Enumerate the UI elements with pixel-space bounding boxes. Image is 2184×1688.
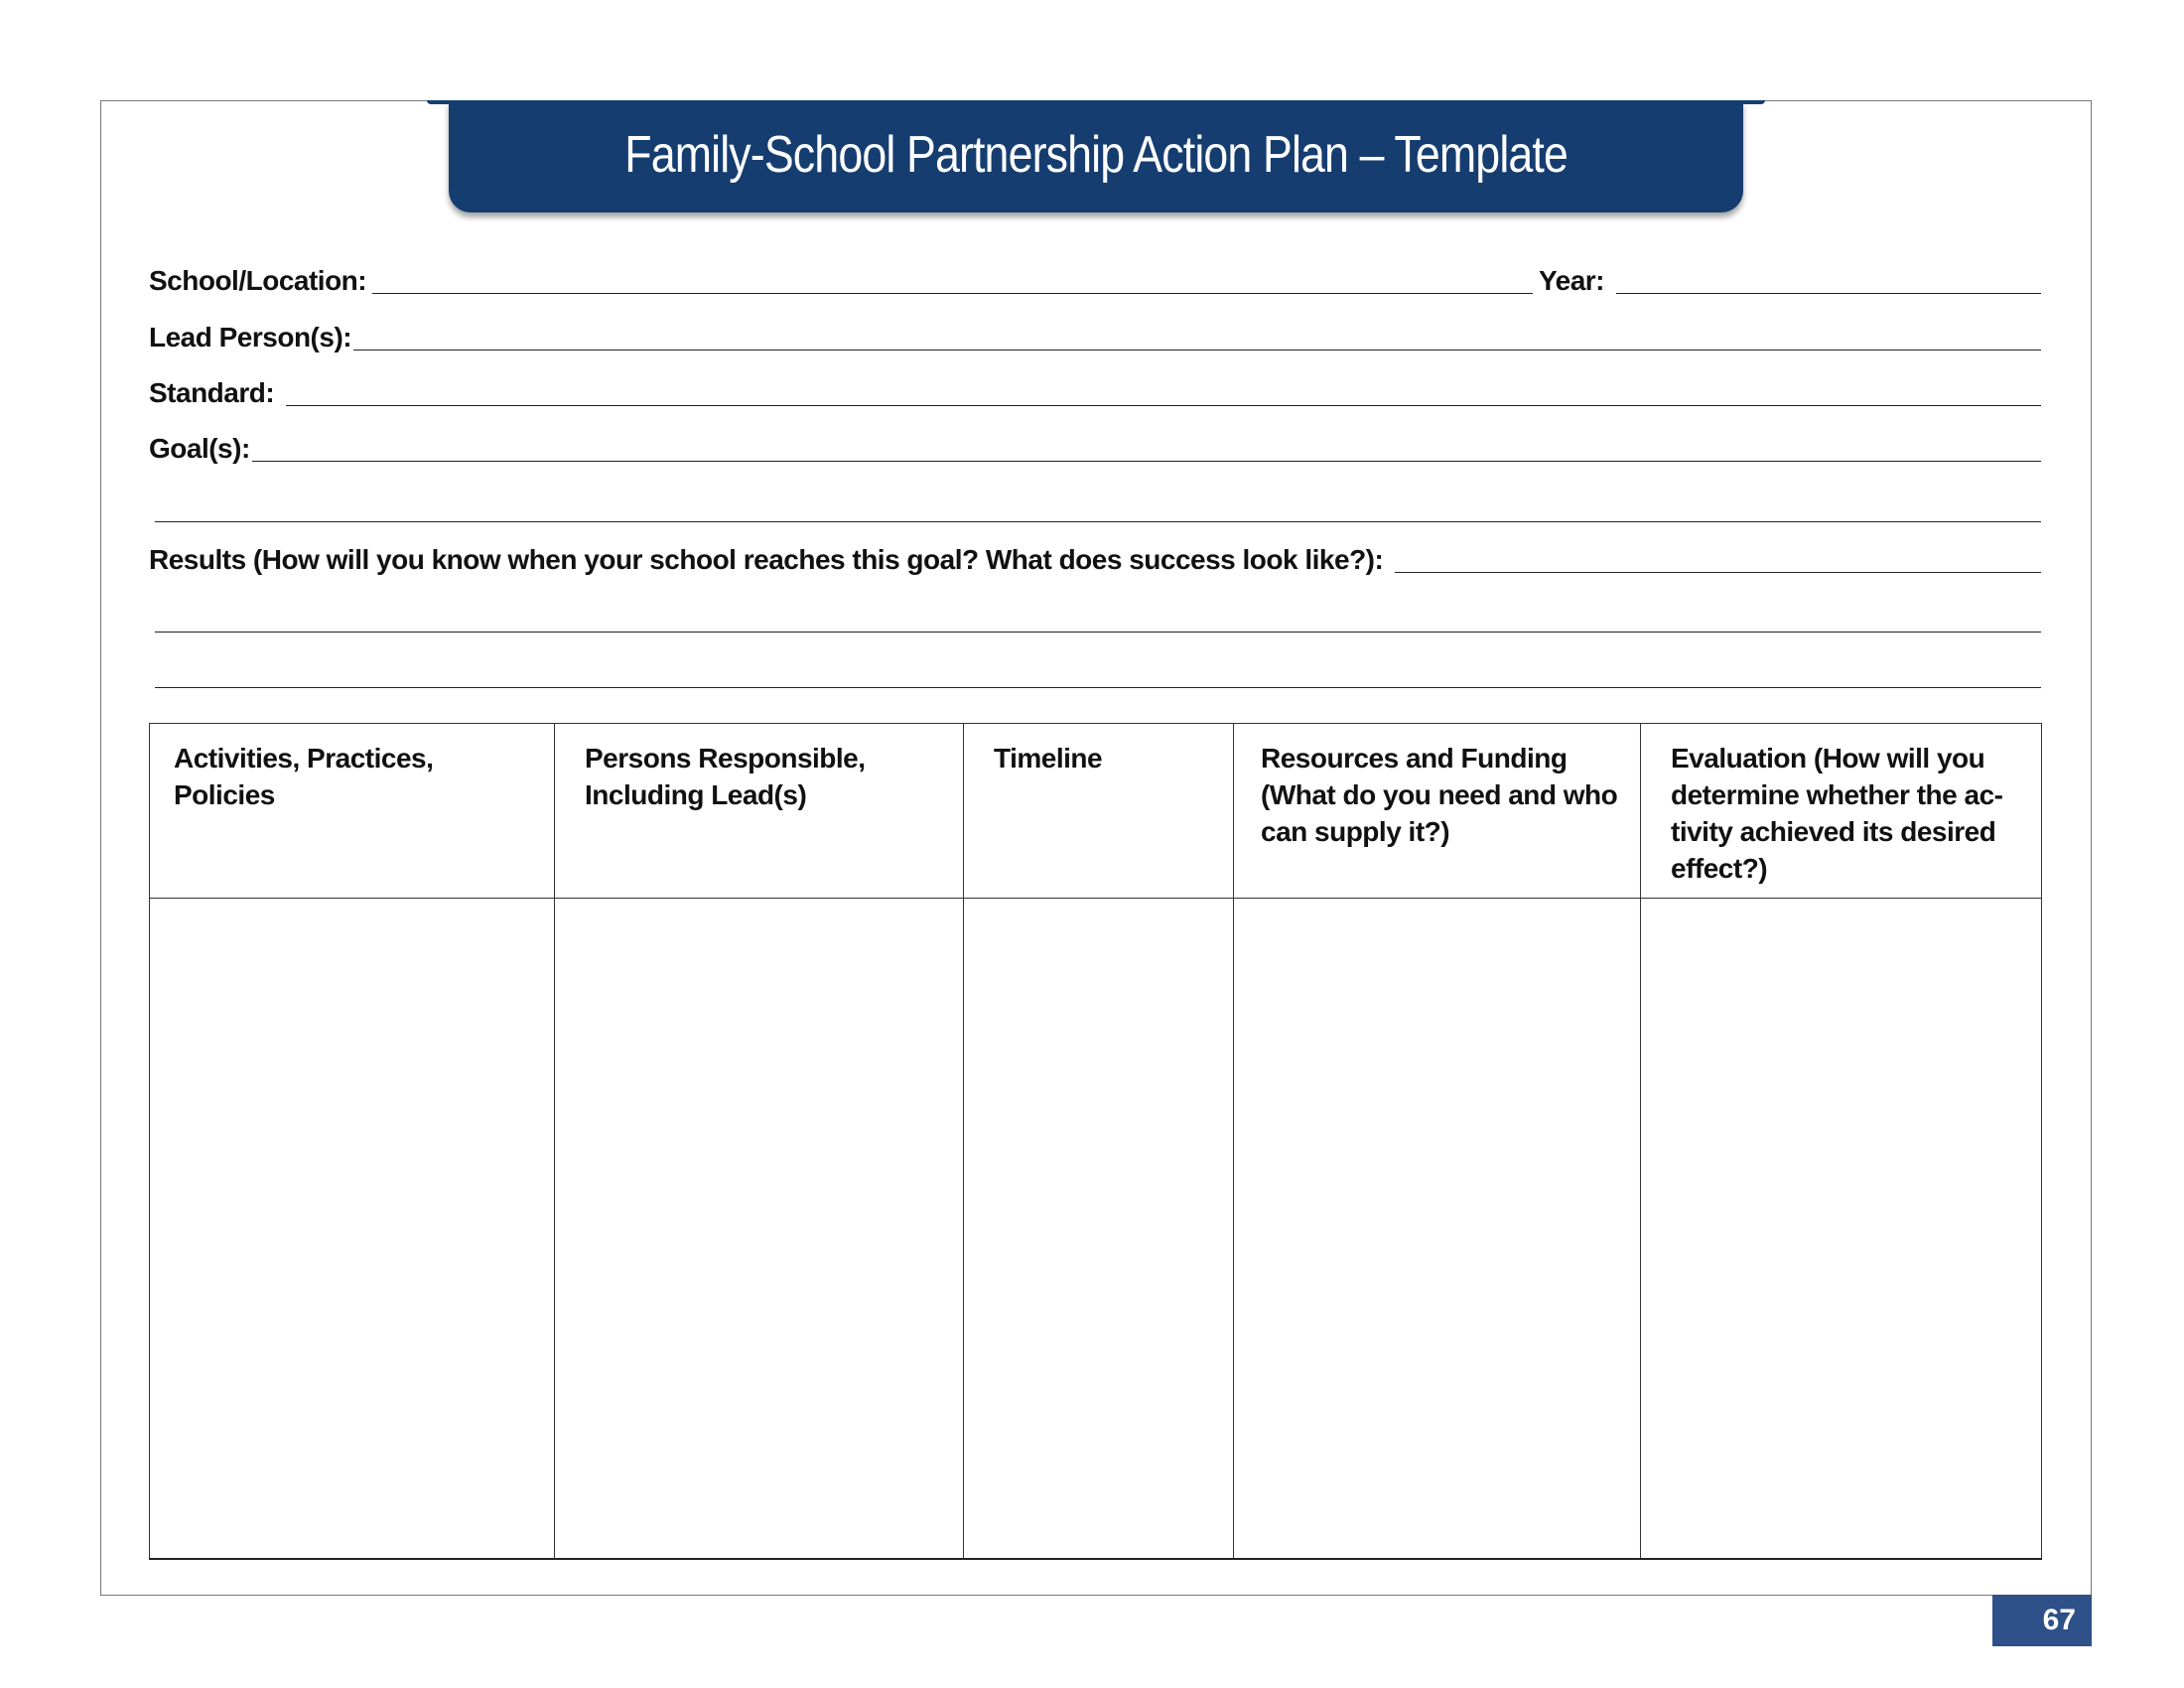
activities-cell[interactable] xyxy=(150,899,555,1560)
column-header-timeline xyxy=(964,724,1234,899)
results-field[interactable] xyxy=(1395,572,2041,573)
column-header-line: determine whether the ac- xyxy=(1671,779,2003,810)
lead-persons-field[interactable] xyxy=(353,350,2041,351)
title-banner xyxy=(449,100,1743,212)
lead-persons-row xyxy=(149,317,2041,352)
results-continuation-line-2[interactable] xyxy=(155,687,2041,688)
column-header-line: effect?) xyxy=(1671,853,1768,884)
standard-field[interactable] xyxy=(286,405,2041,406)
timeline-cell[interactable] xyxy=(964,899,1234,1560)
resources-funding-cell[interactable] xyxy=(1234,899,1641,1560)
school-location-field[interactable] xyxy=(372,293,1533,294)
column-header-line: (What do you need and who xyxy=(1261,779,1618,810)
table-row xyxy=(150,899,2042,1560)
column-header-line: Including Lead(s) xyxy=(585,779,807,810)
column-header-evaluation xyxy=(1641,724,2042,899)
results-row xyxy=(149,539,2041,575)
column-header-activities xyxy=(150,724,555,899)
school-location-label: School/Location: xyxy=(149,265,367,296)
lead-persons-label: Lead Person(s): xyxy=(149,322,352,352)
table-header-row xyxy=(150,724,2042,899)
goals-field[interactable] xyxy=(252,461,2041,462)
goals-continuation-line[interactable] xyxy=(155,521,2041,522)
persons-responsible-cell[interactable] xyxy=(555,899,964,1560)
standard-row xyxy=(149,372,2041,408)
evaluation-cell[interactable] xyxy=(1641,899,2042,1560)
year-label: Year: xyxy=(1539,265,1604,296)
column-header-line: Resources and Funding xyxy=(1261,743,1568,774)
action-plan-table xyxy=(149,723,2042,1560)
column-header-line: can supply it?) xyxy=(1261,816,1450,847)
column-header-persons-responsible xyxy=(555,724,964,899)
goals-label: Goal(s): xyxy=(149,433,250,464)
column-header-line: Persons Responsible, xyxy=(585,743,866,774)
column-header-resources-funding xyxy=(1234,724,1641,899)
page-number-badge xyxy=(1992,1595,2092,1646)
page-number: 67 xyxy=(2042,1604,2076,1636)
results-label: Results (How will you know when your school reaches this goal? What does success look like?): xyxy=(149,544,1384,575)
column-header-timeline-text: Timeline xyxy=(994,743,1103,774)
school-location-row xyxy=(149,260,2041,296)
goals-row xyxy=(149,428,2041,464)
column-header-activities-text: Activities, Practices, Policies xyxy=(174,743,434,810)
page-title: Family-School Partnership Action Plan – Template xyxy=(624,125,1568,184)
year-field[interactable] xyxy=(1616,293,2041,294)
column-header-line: Evaluation (How will you xyxy=(1671,743,1985,774)
results-continuation-line-1[interactable] xyxy=(155,632,2041,633)
standard-label: Standard: xyxy=(149,377,275,408)
column-header-line: tivity achieved its desired xyxy=(1671,816,1996,847)
